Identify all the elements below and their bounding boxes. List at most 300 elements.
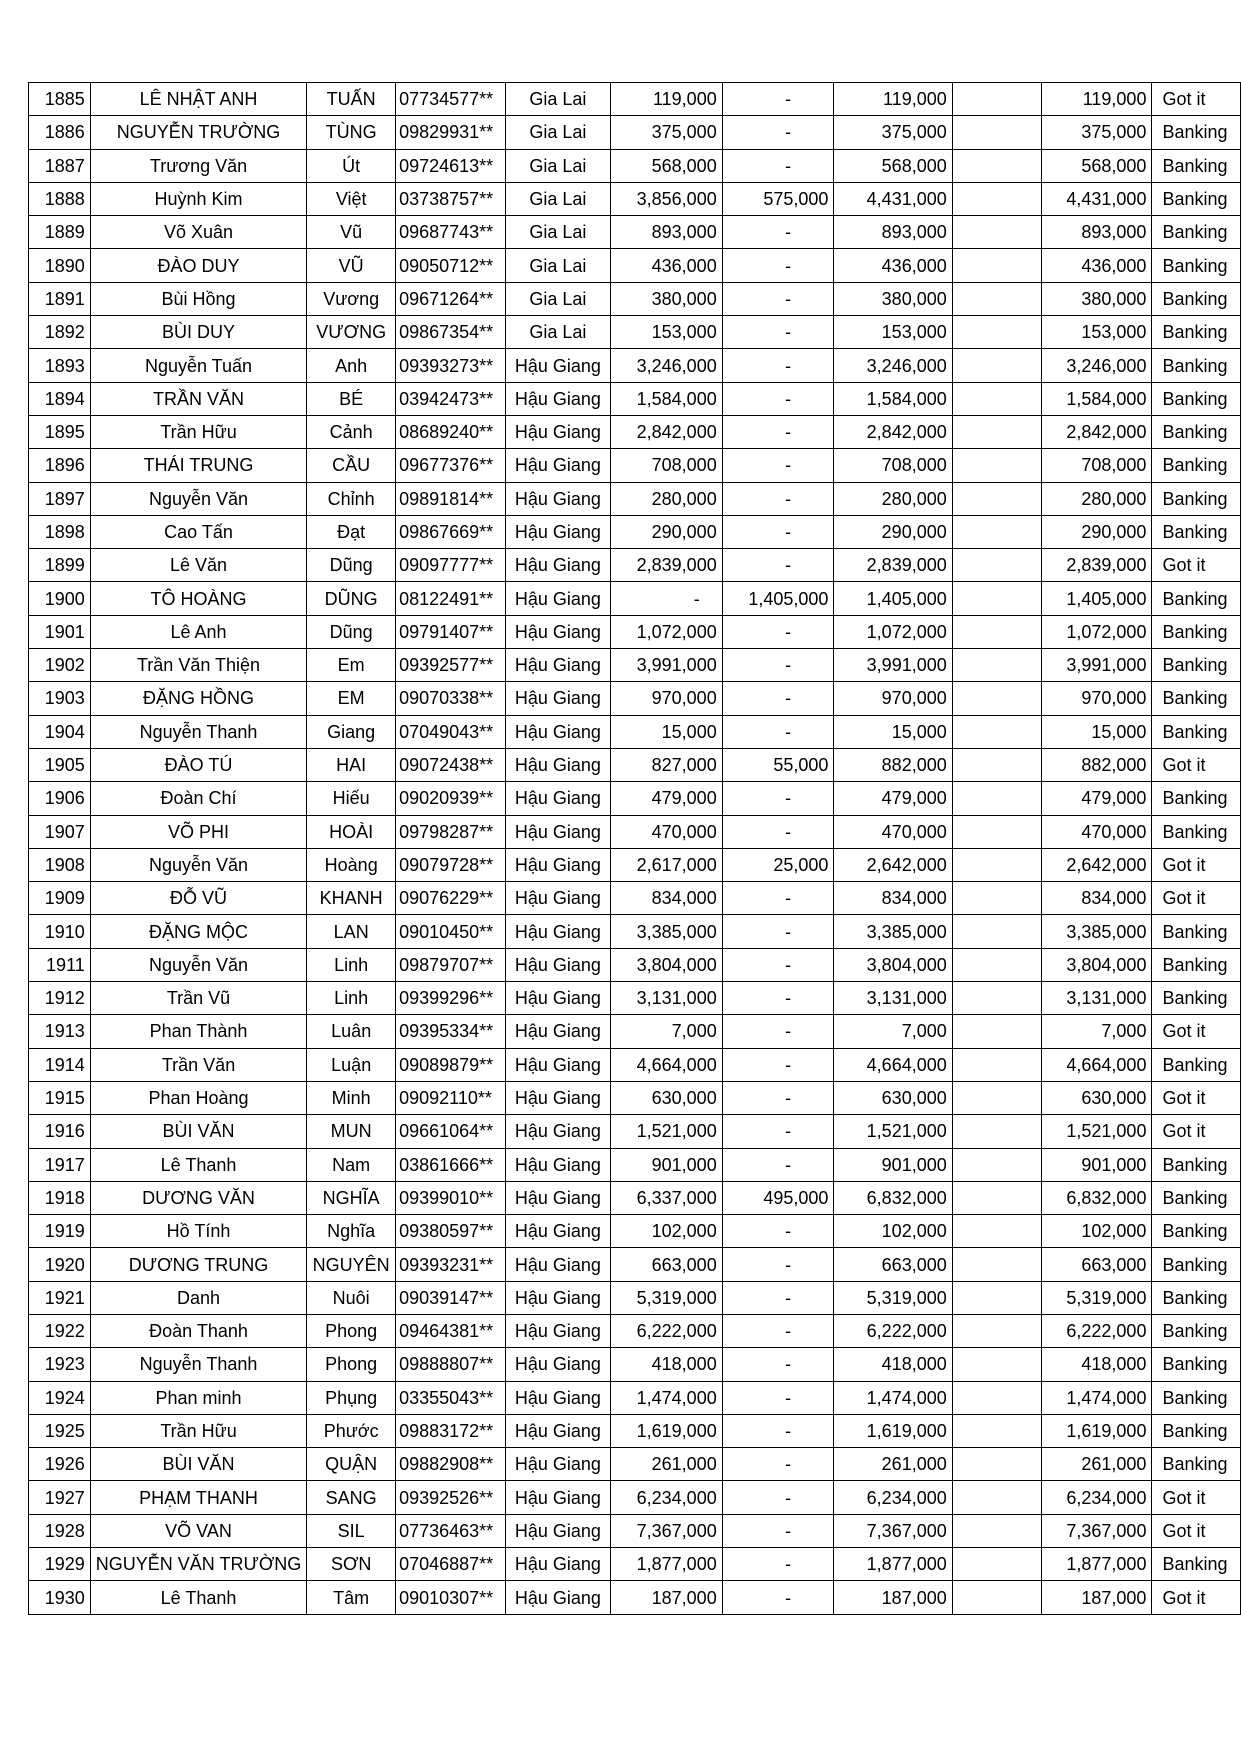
paid-cell: 901,000 xyxy=(1042,1148,1152,1181)
blank-cell xyxy=(952,316,1042,349)
blank-cell xyxy=(952,1414,1042,1447)
paid-cell: 708,000 xyxy=(1042,449,1152,482)
row-number-cell: 1925 xyxy=(29,1414,91,1447)
province-cell: Hậu Giang xyxy=(505,1314,610,1347)
bonus-cell: - xyxy=(722,1248,834,1281)
paid-cell: 7,367,000 xyxy=(1042,1514,1152,1547)
province-cell: Hậu Giang xyxy=(505,1348,610,1381)
row-number-cell: 1894 xyxy=(29,382,91,415)
first-name-cell: Giang xyxy=(307,715,396,748)
last-name-cell: VÕ VAN xyxy=(90,1514,307,1547)
amount-cell: 5,319,000 xyxy=(611,1281,723,1314)
method-cell: Banking xyxy=(1152,1414,1241,1447)
amount-cell: 375,000 xyxy=(611,116,723,149)
total-cell: 418,000 xyxy=(834,1348,952,1381)
total-cell: 834,000 xyxy=(834,882,952,915)
row-number-cell: 1923 xyxy=(29,1348,91,1381)
amount-cell: 568,000 xyxy=(611,149,723,182)
total-cell: 2,839,000 xyxy=(834,549,952,582)
table-row xyxy=(29,1481,1241,1514)
table-row xyxy=(29,449,1241,482)
first-name-cell: Em xyxy=(307,649,396,682)
table-row xyxy=(29,1281,1241,1314)
paid-cell: 1,072,000 xyxy=(1042,615,1152,648)
method-cell: Banking xyxy=(1152,1348,1241,1381)
amount-cell: 436,000 xyxy=(611,249,723,282)
first-name-cell: Linh xyxy=(307,948,396,981)
bonus-cell: - xyxy=(722,1548,834,1581)
method-cell: Banking xyxy=(1152,1215,1241,1248)
paid-cell: 3,804,000 xyxy=(1042,948,1152,981)
province-cell: Hậu Giang xyxy=(505,1581,610,1614)
phone-cell: 09687743** xyxy=(396,216,506,249)
phone-cell: 09798287** xyxy=(396,815,506,848)
paid-cell: 970,000 xyxy=(1042,682,1152,715)
first-name-cell: Chỉnh xyxy=(307,482,396,515)
row-number-cell: 1900 xyxy=(29,582,91,615)
row-number-cell: 1911 xyxy=(29,948,91,981)
last-name-cell: NGUYỄN TRƯỜNG xyxy=(90,116,307,149)
bonus-cell: - xyxy=(722,1081,834,1114)
paid-cell: 6,234,000 xyxy=(1042,1481,1152,1514)
method-cell: Banking xyxy=(1152,915,1241,948)
amount-cell: 3,131,000 xyxy=(611,982,723,1015)
province-cell: Hậu Giang xyxy=(505,948,610,981)
last-name-cell: Đoàn Chí xyxy=(90,782,307,815)
row-number-cell: 1897 xyxy=(29,482,91,515)
total-cell: 4,664,000 xyxy=(834,1048,952,1081)
paid-cell: 187,000 xyxy=(1042,1581,1152,1614)
last-name-cell: Huỳnh Kim xyxy=(90,182,307,215)
bonus-cell: - xyxy=(722,782,834,815)
row-number-cell: 1903 xyxy=(29,682,91,715)
last-name-cell: Lê Văn xyxy=(90,549,307,582)
paid-cell: 4,431,000 xyxy=(1042,182,1152,215)
method-cell: Banking xyxy=(1152,316,1241,349)
method-cell: Got it xyxy=(1152,83,1241,116)
phone-cell: 09671264** xyxy=(396,282,506,315)
blank-cell xyxy=(952,182,1042,215)
last-name-cell: THÁI TRUNG xyxy=(90,449,307,482)
amount-cell: 102,000 xyxy=(611,1215,723,1248)
total-cell: 280,000 xyxy=(834,482,952,515)
first-name-cell: Việt xyxy=(307,182,396,215)
amount-cell: 3,804,000 xyxy=(611,948,723,981)
amount-cell: 479,000 xyxy=(611,782,723,815)
first-name-cell: Nuôi xyxy=(307,1281,396,1314)
last-name-cell: BÙI VĂN xyxy=(90,1448,307,1481)
blank-cell xyxy=(952,149,1042,182)
method-cell: Banking xyxy=(1152,815,1241,848)
last-name-cell: Nguyễn Văn xyxy=(90,948,307,981)
phone-cell: 09010307** xyxy=(396,1581,506,1614)
table-row xyxy=(29,249,1241,282)
total-cell: 970,000 xyxy=(834,682,952,715)
paid-cell: 3,131,000 xyxy=(1042,982,1152,1015)
amount-cell: 15,000 xyxy=(611,715,723,748)
blank-cell xyxy=(952,782,1042,815)
phone-cell: 09072438** xyxy=(396,748,506,781)
table-row xyxy=(29,982,1241,1015)
phone-cell: 09010450** xyxy=(396,915,506,948)
method-cell: Got it xyxy=(1152,1514,1241,1547)
phone-cell: 09879707** xyxy=(396,948,506,981)
blank-cell xyxy=(952,1448,1042,1481)
phone-cell: 09867669** xyxy=(396,515,506,548)
phone-cell: 07049043** xyxy=(396,715,506,748)
first-name-cell: SƠN xyxy=(307,1548,396,1581)
total-cell: 3,385,000 xyxy=(834,915,952,948)
last-name-cell: Cao Tấn xyxy=(90,515,307,548)
bonus-cell: - xyxy=(722,1215,834,1248)
phone-cell: 09092110** xyxy=(396,1081,506,1114)
table-row xyxy=(29,1448,1241,1481)
paid-cell: 436,000 xyxy=(1042,249,1152,282)
paid-cell: 280,000 xyxy=(1042,482,1152,515)
phone-cell: 09829931** xyxy=(396,116,506,149)
paid-cell: 153,000 xyxy=(1042,316,1152,349)
row-number-cell: 1887 xyxy=(29,149,91,182)
paid-cell: 470,000 xyxy=(1042,815,1152,848)
first-name-cell: VŨ xyxy=(307,249,396,282)
amount-cell: 1,584,000 xyxy=(611,382,723,415)
last-name-cell: Trương Văn xyxy=(90,149,307,182)
phone-cell: 03738757** xyxy=(396,182,506,215)
last-name-cell: Trần Văn Thiện xyxy=(90,649,307,682)
last-name-cell: Nguyễn Thanh xyxy=(90,1348,307,1381)
table-row xyxy=(29,549,1241,582)
table-row xyxy=(29,1581,1241,1614)
province-cell: Gia Lai xyxy=(505,282,610,315)
blank-cell xyxy=(952,116,1042,149)
province-cell: Hậu Giang xyxy=(505,1514,610,1547)
row-number-cell: 1908 xyxy=(29,848,91,881)
total-cell: 2,842,000 xyxy=(834,415,952,448)
bonus-cell: - xyxy=(722,515,834,548)
blank-cell xyxy=(952,1514,1042,1547)
amount-cell: 290,000 xyxy=(611,515,723,548)
amount-cell: 834,000 xyxy=(611,882,723,915)
total-cell: 3,131,000 xyxy=(834,982,952,1015)
first-name-cell: Hoàng xyxy=(307,848,396,881)
last-name-cell: Trần Vũ xyxy=(90,982,307,1015)
province-cell: Gia Lai xyxy=(505,249,610,282)
province-cell: Hậu Giang xyxy=(505,415,610,448)
bonus-cell: - xyxy=(722,948,834,981)
row-number-cell: 1922 xyxy=(29,1314,91,1347)
province-cell: Hậu Giang xyxy=(505,1181,610,1214)
bonus-cell: - xyxy=(722,1148,834,1181)
province-cell: Hậu Giang xyxy=(505,915,610,948)
phone-cell: 09677376** xyxy=(396,449,506,482)
total-cell: 901,000 xyxy=(834,1148,952,1181)
first-name-cell: Nam xyxy=(307,1148,396,1181)
row-number-cell: 1928 xyxy=(29,1514,91,1547)
row-number-cell: 1909 xyxy=(29,882,91,915)
paid-cell: 1,877,000 xyxy=(1042,1548,1152,1581)
method-cell: Banking xyxy=(1152,415,1241,448)
blank-cell xyxy=(952,1148,1042,1181)
total-cell: 3,246,000 xyxy=(834,349,952,382)
first-name-cell: NGHĨA xyxy=(307,1181,396,1214)
bonus-cell: - xyxy=(722,1115,834,1148)
blank-cell xyxy=(952,948,1042,981)
table-row xyxy=(29,649,1241,682)
bonus-cell: - xyxy=(722,615,834,648)
row-number-cell: 1885 xyxy=(29,83,91,116)
blank-cell xyxy=(952,649,1042,682)
bonus-cell: - xyxy=(722,282,834,315)
table-row xyxy=(29,1548,1241,1581)
bonus-cell: - xyxy=(722,149,834,182)
paid-cell: 6,832,000 xyxy=(1042,1181,1152,1214)
amount-cell: 1,877,000 xyxy=(611,1548,723,1581)
last-name-cell: DƯƠNG VĂN xyxy=(90,1181,307,1214)
province-cell: Hậu Giang xyxy=(505,1248,610,1281)
table-row xyxy=(29,615,1241,648)
paid-cell: 3,385,000 xyxy=(1042,915,1152,948)
last-name-cell: Trần Hữu xyxy=(90,415,307,448)
row-number-cell: 1904 xyxy=(29,715,91,748)
method-cell: Banking xyxy=(1152,282,1241,315)
last-name-cell: TÔ HOÀNG xyxy=(90,582,307,615)
method-cell: Got it xyxy=(1152,1481,1241,1514)
bonus-cell: - xyxy=(722,715,834,748)
blank-cell xyxy=(952,1314,1042,1347)
method-cell: Banking xyxy=(1152,1248,1241,1281)
amount-cell: 893,000 xyxy=(611,216,723,249)
blank-cell xyxy=(952,915,1042,948)
method-cell: Got it xyxy=(1152,1081,1241,1114)
amount-cell: 280,000 xyxy=(611,482,723,515)
total-cell: 6,832,000 xyxy=(834,1181,952,1214)
bonus-cell: - xyxy=(722,1348,834,1381)
province-cell: Hậu Giang xyxy=(505,349,610,382)
method-cell: Banking xyxy=(1152,515,1241,548)
amount-cell: 2,842,000 xyxy=(611,415,723,448)
province-cell: Hậu Giang xyxy=(505,615,610,648)
total-cell: 2,642,000 xyxy=(834,848,952,881)
table-body xyxy=(29,83,1241,1615)
row-number-cell: 1907 xyxy=(29,815,91,848)
phone-cell: 09883172** xyxy=(396,1414,506,1447)
phone-cell: 09399296** xyxy=(396,982,506,1015)
row-number-cell: 1891 xyxy=(29,282,91,315)
table-row xyxy=(29,1248,1241,1281)
bonus-cell: - xyxy=(722,882,834,915)
table-row xyxy=(29,1181,1241,1214)
first-name-cell: QUẬN xyxy=(307,1448,396,1481)
amount-cell: 2,617,000 xyxy=(611,848,723,881)
first-name-cell: Linh xyxy=(307,982,396,1015)
total-cell: 261,000 xyxy=(834,1448,952,1481)
method-cell: Banking xyxy=(1152,1148,1241,1181)
paid-cell: 5,319,000 xyxy=(1042,1281,1152,1314)
amount-cell: 827,000 xyxy=(611,748,723,781)
paid-cell: 418,000 xyxy=(1042,1348,1152,1381)
bonus-cell: 25,000 xyxy=(722,848,834,881)
province-cell: Hậu Giang xyxy=(505,848,610,881)
blank-cell xyxy=(952,415,1042,448)
bonus-cell: - xyxy=(722,1281,834,1314)
paid-cell: 7,000 xyxy=(1042,1015,1152,1048)
bonus-cell: - xyxy=(722,1514,834,1547)
province-cell: Hậu Giang xyxy=(505,882,610,915)
phone-cell: 09097777** xyxy=(396,549,506,582)
amount-cell: 7,367,000 xyxy=(611,1514,723,1547)
province-cell: Gia Lai xyxy=(505,116,610,149)
blank-cell xyxy=(952,582,1042,615)
last-name-cell: Võ Xuân xyxy=(90,216,307,249)
phone-cell: 09070338** xyxy=(396,682,506,715)
amount-cell: 708,000 xyxy=(611,449,723,482)
amount-cell: 630,000 xyxy=(611,1081,723,1114)
method-cell: Banking xyxy=(1152,1281,1241,1314)
method-cell: Got it xyxy=(1152,882,1241,915)
blank-cell xyxy=(952,682,1042,715)
amount-cell: 6,222,000 xyxy=(611,1314,723,1347)
total-cell: 7,000 xyxy=(834,1015,952,1048)
bonus-cell: - xyxy=(722,1481,834,1514)
total-cell: 1,619,000 xyxy=(834,1414,952,1447)
blank-cell xyxy=(952,449,1042,482)
method-cell: Got it xyxy=(1152,748,1241,781)
last-name-cell: BÙI DUY xyxy=(90,316,307,349)
table-row xyxy=(29,1148,1241,1181)
amount-cell: 261,000 xyxy=(611,1448,723,1481)
first-name-cell: Phong xyxy=(307,1314,396,1347)
phone-cell: 09392577** xyxy=(396,649,506,682)
blank-cell xyxy=(952,216,1042,249)
phone-cell: 09076229** xyxy=(396,882,506,915)
row-number-cell: 1895 xyxy=(29,415,91,448)
method-cell: Banking xyxy=(1152,182,1241,215)
province-cell: Gia Lai xyxy=(505,216,610,249)
paid-cell: 380,000 xyxy=(1042,282,1152,315)
province-cell: Hậu Giang xyxy=(505,1381,610,1414)
first-name-cell: TÙNG xyxy=(307,116,396,149)
first-name-cell: KHANH xyxy=(307,882,396,915)
total-cell: 470,000 xyxy=(834,815,952,848)
blank-cell xyxy=(952,982,1042,1015)
row-number-cell: 1919 xyxy=(29,1215,91,1248)
province-cell: Hậu Giang xyxy=(505,449,610,482)
bonus-cell: - xyxy=(722,449,834,482)
row-number-cell: 1914 xyxy=(29,1048,91,1081)
total-cell: 102,000 xyxy=(834,1215,952,1248)
table-row xyxy=(29,316,1241,349)
province-cell: Gia Lai xyxy=(505,83,610,116)
phone-cell: 08689240** xyxy=(396,415,506,448)
last-name-cell: Đoàn Thanh xyxy=(90,1314,307,1347)
total-cell: 380,000 xyxy=(834,282,952,315)
table-row xyxy=(29,382,1241,415)
total-cell: 1,405,000 xyxy=(834,582,952,615)
amount-cell: 3,991,000 xyxy=(611,649,723,682)
bonus-cell: - xyxy=(722,216,834,249)
total-cell: 630,000 xyxy=(834,1081,952,1114)
method-cell: Banking xyxy=(1152,216,1241,249)
total-cell: 663,000 xyxy=(834,1248,952,1281)
blank-cell xyxy=(952,549,1042,582)
row-number-cell: 1920 xyxy=(29,1248,91,1281)
first-name-cell: VƯƠNG xyxy=(307,316,396,349)
method-cell: Banking xyxy=(1152,449,1241,482)
method-cell: Banking xyxy=(1152,682,1241,715)
row-number-cell: 1930 xyxy=(29,1581,91,1614)
total-cell: 1,474,000 xyxy=(834,1381,952,1414)
first-name-cell: Hiếu xyxy=(307,782,396,815)
total-cell: 15,000 xyxy=(834,715,952,748)
method-cell: Banking xyxy=(1152,582,1241,615)
phone-cell: 08122491** xyxy=(396,582,506,615)
method-cell: Banking xyxy=(1152,116,1241,149)
first-name-cell: Nghĩa xyxy=(307,1215,396,1248)
total-cell: 882,000 xyxy=(834,748,952,781)
province-cell: Hậu Giang xyxy=(505,582,610,615)
total-cell: 1,521,000 xyxy=(834,1115,952,1148)
last-name-cell: ĐẶNG MỘC xyxy=(90,915,307,948)
row-number-cell: 1916 xyxy=(29,1115,91,1148)
blank-cell xyxy=(952,1481,1042,1514)
last-name-cell: Hồ Tính xyxy=(90,1215,307,1248)
row-number-cell: 1929 xyxy=(29,1548,91,1581)
blank-cell xyxy=(952,1581,1042,1614)
method-cell: Got it xyxy=(1152,1115,1241,1148)
bonus-cell: - xyxy=(722,815,834,848)
method-cell: Banking xyxy=(1152,1181,1241,1214)
last-name-cell: Lê Thanh xyxy=(90,1581,307,1614)
phone-cell: 07736463** xyxy=(396,1514,506,1547)
method-cell: Got it xyxy=(1152,1015,1241,1048)
bonus-cell: - xyxy=(722,116,834,149)
row-number-cell: 1893 xyxy=(29,349,91,382)
phone-cell: 09888807** xyxy=(396,1348,506,1381)
province-cell: Hậu Giang xyxy=(505,1448,610,1481)
row-number-cell: 1886 xyxy=(29,116,91,149)
bonus-cell: - xyxy=(722,915,834,948)
paid-cell: 3,246,000 xyxy=(1042,349,1152,382)
method-cell: Banking xyxy=(1152,615,1241,648)
first-name-cell: MUN xyxy=(307,1115,396,1148)
paid-cell: 1,474,000 xyxy=(1042,1381,1152,1414)
blank-cell xyxy=(952,515,1042,548)
phone-cell: 09089879** xyxy=(396,1048,506,1081)
first-name-cell: NGUYÊN xyxy=(307,1248,396,1281)
row-number-cell: 1917 xyxy=(29,1148,91,1181)
table-row xyxy=(29,782,1241,815)
first-name-cell: Tâm xyxy=(307,1581,396,1614)
last-name-cell: TRẦN VĂN xyxy=(90,382,307,415)
phone-cell: 09882908** xyxy=(396,1448,506,1481)
province-cell: Hậu Giang xyxy=(505,782,610,815)
method-cell: Banking xyxy=(1152,482,1241,515)
paid-cell: 2,642,000 xyxy=(1042,848,1152,881)
method-cell: Banking xyxy=(1152,382,1241,415)
amount-cell: 187,000 xyxy=(611,1581,723,1614)
first-name-cell: Phong xyxy=(307,1348,396,1381)
last-name-cell: BÙI VĂN xyxy=(90,1115,307,1148)
last-name-cell: Phan Hoàng xyxy=(90,1081,307,1114)
province-cell: Hậu Giang xyxy=(505,1048,610,1081)
table-row xyxy=(29,682,1241,715)
total-cell: 4,431,000 xyxy=(834,182,952,215)
row-number-cell: 1888 xyxy=(29,182,91,215)
blank-cell xyxy=(952,1115,1042,1148)
blank-cell xyxy=(952,349,1042,382)
last-name-cell: ĐÀO TÚ xyxy=(90,748,307,781)
paid-cell: 2,839,000 xyxy=(1042,549,1152,582)
